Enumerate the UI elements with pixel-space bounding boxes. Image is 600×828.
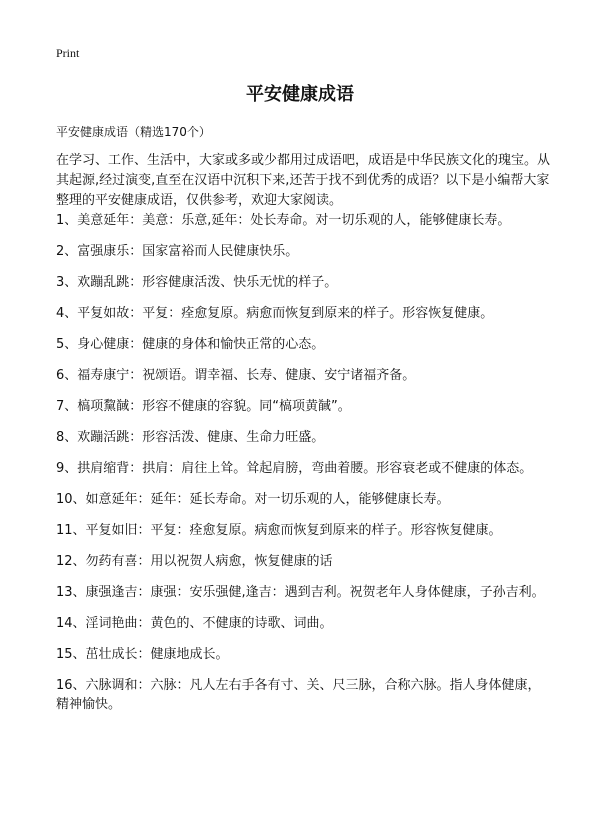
idiom-list <box>56 211 552 726</box>
subtitle: 平安健康成语（精选170个） <box>56 125 211 139</box>
list-item: 13、康强逢吉：康强：安乐强健,逢吉：遇到吉利。祝贺老年人身体健康，子孙吉利。 <box>56 585 545 600</box>
list-item: 10、如意延年：延年：延长寿命。对一切乐观的人，能够健康长寿。 <box>56 492 450 507</box>
list-item: 3、欢蹦乱跳：形容健康活泼、快乐无忧的样子。 <box>56 275 338 290</box>
print-label: Print <box>56 46 80 60</box>
list-item: 4、平复如故：平复：痊愈复原。病愈而恢复到原来的样子。形容恢复健康。 <box>56 306 494 321</box>
list-item: 7、槁项黧馘：形容不健康的容貌。同“槁项黄馘”。 <box>56 399 351 414</box>
list-item: 5、身心健康：健康的身体和愉快正常的心态。 <box>56 337 325 352</box>
list-item: 8、欢蹦活跳：形容活泼、健康、生命力旺盛。 <box>56 430 325 445</box>
list-item: 6、福寿康宁：祝颂语。谓幸福、长寿、健康、安宁诸福齐备。 <box>56 368 416 383</box>
list-item: 14、淫词艳曲：黄色的、不健康的诗歌、词曲。 <box>56 616 333 631</box>
page-title: 平安健康成语 <box>246 84 354 105</box>
list-item: 12、勿药有喜：用以祝贺人病愈，恢复健康的话 <box>56 554 333 569</box>
list-item: 1、美意延年：美意：乐意,延年：处长寿命。对一切乐观的人，能够健康长寿。 <box>56 213 511 228</box>
list-item: 15、茁壮成长：健康地成长。 <box>56 647 229 662</box>
list-item: 9、拱肩缩背：拱肩：肩往上耸。耸起肩膀，弯曲着腰。形容衰老或不健康的体态。 <box>56 461 533 476</box>
list-item: 11、平复如旧：平复：痊愈复原。病愈而恢复到原来的样子。形容恢复健康。 <box>56 523 502 538</box>
list-item: 16、六脉调和：六脉：凡人左右手各有寸、关、尺三脉，合称六脉。指人身体健康，精神愉快。 <box>56 678 541 712</box>
intro-paragraph: 在学习、工作、生活中，大家或多或少都用过成语吧，成语是中华民族文化的瑰宝。从其起源,经过演变,直至在汉语中沉积下来,还苦于找不到优秀的成语？以下是小编帮大家整理的平安健康成语，仅供参考，欢迎大家阅读。 <box>56 153 551 208</box>
list-item: 2、富强康乐：国家富裕而人民健康快乐。 <box>56 244 299 259</box>
